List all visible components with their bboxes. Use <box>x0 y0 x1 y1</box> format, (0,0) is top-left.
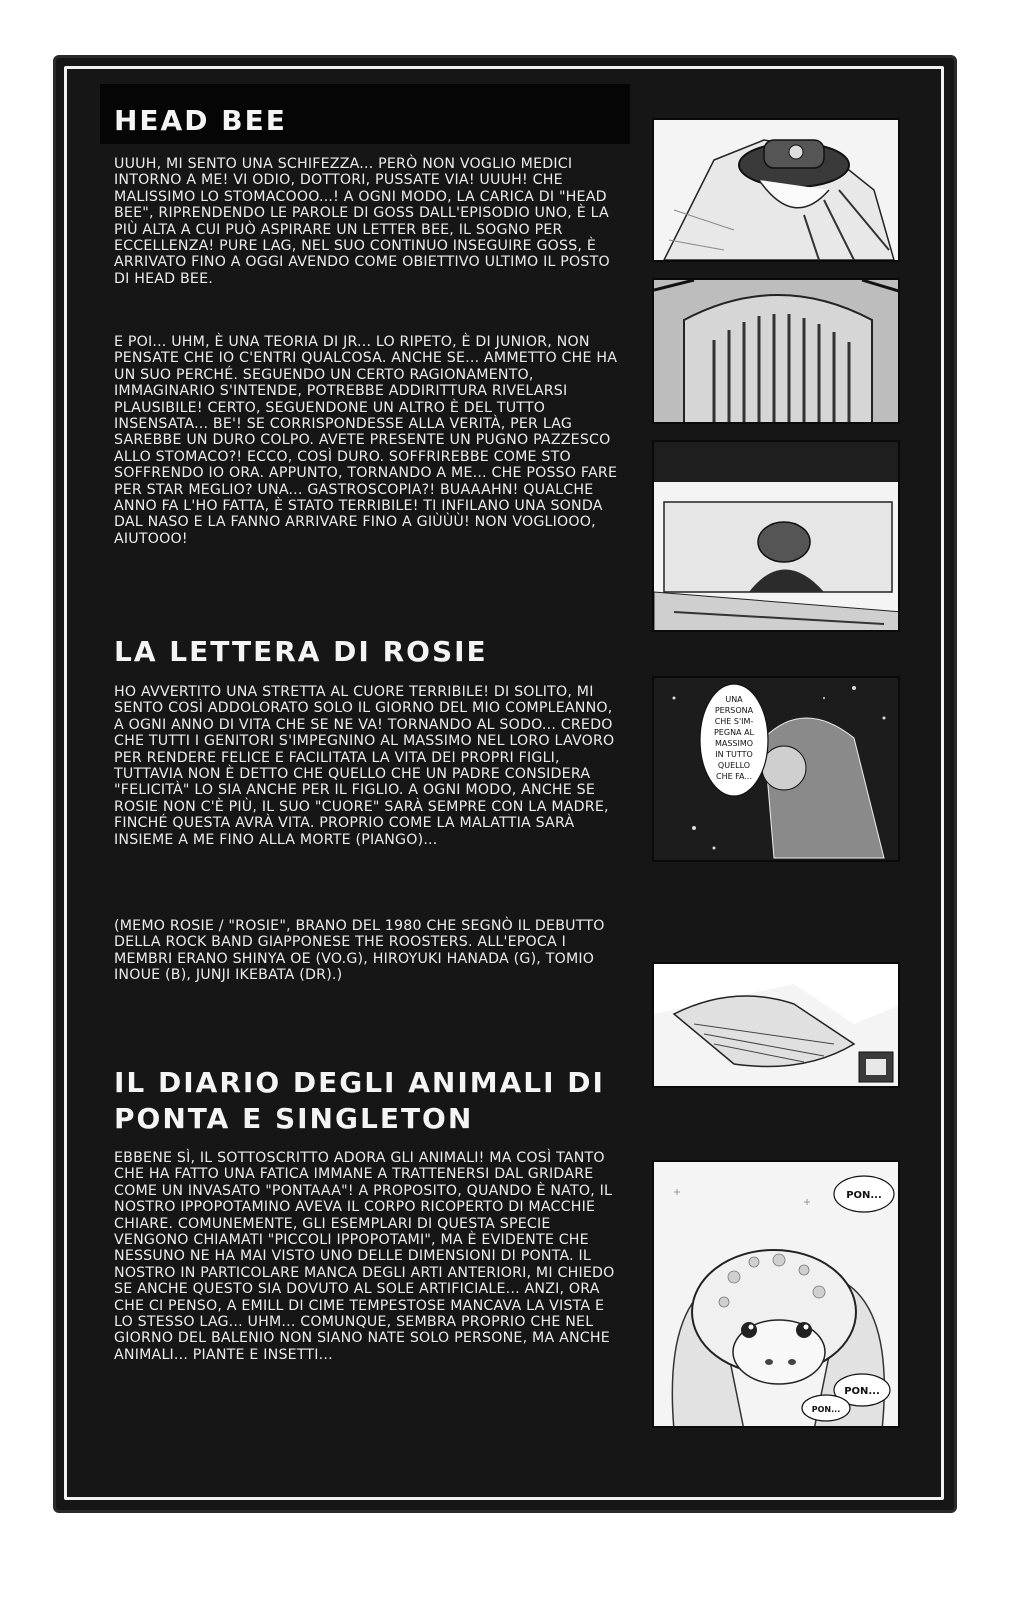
panel-illustration-rosie <box>654 678 900 862</box>
rosie-memo-paragraph: (MEMO ROSIE / "ROSIE", BRANO DEL 1980 CHE SEGNÒ IL DEBUTTO DELLA ROCK BAND GIAPPONESE THE ROOSTERS. ALL'EPOCA I MEMBRI ERANO SHINYA OE (VO.G), HIROYUKI HANADA (G), TOMIO INOUE (B), JUNJI IKEBATA (DR).) <box>114 918 605 984</box>
panel-illustration-organ <box>654 280 900 424</box>
ponta-eye-left <box>741 1322 757 1338</box>
section-title-animals-line-2: PONTA E SINGLETON <box>114 1102 474 1135</box>
section-title-animals-line-1: IL DIARIO DEGLI ANIMALI DI <box>114 1066 605 1099</box>
manga-panel-lag-hat <box>652 118 900 262</box>
svg-text:CHE S'IM-: CHE S'IM- <box>714 717 754 726</box>
svg-text:PON...: PON... <box>846 1190 882 1201</box>
panel-illustration-ponta <box>654 1162 900 1428</box>
svg-text:PEGNA AL: PEGNA AL <box>713 728 755 737</box>
head-bee-paragraph-1: UUUH, MI SENTO UNA SCHIFEZZA... PERÒ NON VOGLIO MEDICI INTORNO A ME! VI ODIO, DOTTORI, PUSSATE VIA! UUUH! CHE MALISSIMO LO STOMACOOO...! A OGNI MODO, LA CARICA DI "HEAD BEE", RIPRENDENDO LE PAROLE DI GOSS DALL'EPISODIO UNO, È LA PIÙ ALTA A CUI PUÒ ASPIRARE UN LETTER BEE, IL SOGNO PER ECCELLENZA! PURE LAG, NEL SUO CONTINUO INSEGUIRE GOSS, È ARRIVATO FINO A OGGI AVENDO COME OBIETTIVO ULTIMO IL POSTO DI HEAD BEE. <box>114 156 610 287</box>
section-title-head-bee: HEAD BEE <box>114 104 287 137</box>
panel-illustration-desk <box>654 442 900 632</box>
rosie-paragraph-1: HO AVVERTITO UNA STRETTA AL CUORE TERRIBILE! DI SOLITO, MI SENTO COSÌ ADDOLORATO SOLO IL GIORNO DEL MIO COMPLEANNO, A OGNI ANNO DI VITA CHE SE NE VA! TORNANDO AL SODO... CREDO CHE TUTTI I GENITORI S'IMPEGNINO AL MASSIMO NEL LORO LAVORO PER RENDERE FELICE E FACILITATA LA VITA DEI PROPRI FIGLI, TUTTAVIA NON È DETTO CHE QUELLO CHE UN PADRE CONSIDERA "FELICITÀ" LO SIA ANCHE PER IL FIGLIO. A OGNI MODO, ANCHE SE ROSIE NON C'È PIÙ, IL SUO "CUORE" SARÀ SEMPRE CON LA MADRE, FINCHÉ QUESTA AVRÀ VITA. PROPRIO COME LA MALATTIA SARÀ INSIEME A ME FINO ALLA MORTE (PIANGO)... <box>114 684 615 848</box>
svg-text:PERSONA: PERSONA <box>714 706 754 715</box>
manga-panel-desk <box>652 440 900 632</box>
manga-panel-letter <box>652 962 900 1088</box>
section-title-rosie: LA LETTERA DI ROSIE <box>114 635 488 668</box>
svg-text:IN TUTTO: IN TUTTO <box>715 750 753 759</box>
svg-text:QUELLO: QUELLO <box>717 761 751 770</box>
ponta-eye-right <box>796 1322 812 1338</box>
svg-text:CHE FA...: CHE FA... <box>715 772 753 781</box>
manga-panel-organ <box>652 278 900 424</box>
head-bee-paragraph-2: E POI... UHM, È UNA TEORIA DI JR... LO RIPETO, È DI JUNIOR, NON PENSATE CHE IO C'ENTRI QUALCOSA. ANCHE SE... AMMETTO CHE HA UN SUO PERCHÉ. SEGUENDO UN CERTO RAGIONAMENTO, IMMAGINARIO S'INTENDE, POTREBBE ADDIRITTURA RIVELARSI PLAUSIBILE! CERTO, SEGUENDONE UN ALTRO È DEL TUTTO INSENSATA... BE'! SE CORRISPONDESSE ALLA VERITÀ, PER LAG SAREBBE UN DURO COLPO. AVETE PRESENTE UN PUGNO PAZZESCO ALLO STOMACO?! ECCO, COSÌ DURO. SOFFRIREBBE COME STO SOFFRENDO IO ORA. APPUNTO, TORNANDO A ME... CHE POSSO FARE PER STAR MEGLIO? UNA... GASTROSCOPIA?! BUAAAHN! QUALCHE ANNO FA L'HO FATTA, È STATO TERRIBILE! TI INFILANO UNA SONDA DAL NASO E LA FANNO ARRIVARE FINO A GIÙÙÙ! NON VOGLIOOO, AIUTOOO! <box>114 334 618 547</box>
manga-panel-ponta <box>652 1160 900 1428</box>
animals-paragraph-1: EBBENE SÌ, IL SOTTOSCRITTO ADORA GLI ANIMALI! MA COSÌ TANTO CHE HA FATTO UNA FATICA IMMANE A TRATTENERSI DAL GRIDARE COME UN INVASATO "PONTAAA"! A PROPOSITO, QUANDO È NATO, IL NOSTRO IPPOPOTAMINO AVEVA IL CORPO RICOPERTO DI MACCHIE CHIARE. COMUNEMENTE, GLI ESEMPLARI DI QUESTA SPECIE VENGONO CHIAMATI "PICCOLI IPPOPOTAMI", MA È EVIDENTE CHE NESSUNO NE HA MAI VISTO UNO DELLE DIMENSIONI DI PONTA. IL NOSTRO IN PARTICOLARE MANCA DEGLI ARTI ANTERIORI, MI CHIEDO SE ANCHE QUESTO SIA DOVUTO AL SOLE ARTIFICIALE... ANZI, ORA CHE CI PENSO, A EMILL DI CIME TEMPESTOSE MANCAVA LA VISTA E LO STESSO LAG... UHM... COMUNQUE, SEMBRA PROPRIO CHE NEL GIORNO DEL BALENIO NON SIANO NATE SOLO PERSONE, MA ANCHE ANIMALI... PIANTE E INSETTI... <box>114 1150 615 1363</box>
svg-text:UNA: UNA <box>725 695 743 704</box>
svg-text:PON...: PON... <box>811 1405 841 1414</box>
manga-panel-rosie <box>652 676 900 862</box>
panel-illustration-hat <box>654 120 900 262</box>
svg-text:MASSIMO: MASSIMO <box>714 739 754 748</box>
svg-text:PON...: PON... <box>844 1386 880 1397</box>
panel-illustration-letter <box>654 964 900 1088</box>
